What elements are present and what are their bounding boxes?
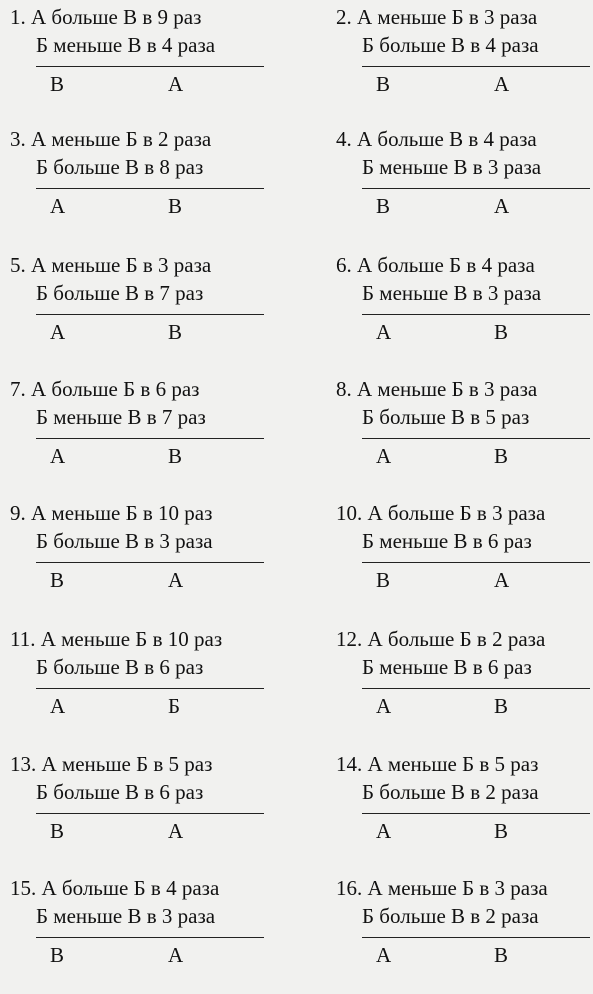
- answer-letter: В: [494, 694, 509, 718]
- task-statement: 2. А меньше Б в 3 раза: [336, 5, 538, 29]
- task-statement: Б больше В в 6 раз: [36, 655, 204, 679]
- task-statement: 6. А больше Б в 4 раза: [336, 253, 535, 277]
- answer-letter: А: [50, 194, 66, 218]
- divider-line: [36, 438, 264, 439]
- task-16: [336, 876, 593, 994]
- divider-line: [362, 937, 590, 938]
- answer-letter: В: [168, 444, 183, 468]
- task-statement: Б меньше В в 3 раза: [362, 155, 542, 179]
- task-statement: Б больше В в 2 раза: [362, 780, 539, 804]
- answer-letter: А: [494, 72, 510, 96]
- divider-line: [362, 314, 590, 315]
- task-4: [336, 127, 593, 245]
- divider-line: [362, 813, 590, 814]
- answer-letter: А: [168, 72, 184, 96]
- task-2: [336, 5, 593, 123]
- task-statement: 4. А больше В в 4 раза: [336, 127, 537, 151]
- task-statement: 7. А больше Б в 6 раз: [10, 377, 200, 401]
- task-statement: Б больше В в 8 раз: [36, 155, 204, 179]
- task-statement: Б меньше В в 7 раз: [36, 405, 206, 429]
- answer-letter: А: [50, 320, 66, 344]
- answer-letter: А: [376, 694, 392, 718]
- divider-line: [36, 66, 264, 67]
- answer-letter: А: [376, 819, 392, 843]
- divider-line: [36, 188, 264, 189]
- task-11: [10, 627, 275, 745]
- task-statement: 11. А меньше Б в 10 раз: [10, 627, 223, 651]
- task-statement: 8. А меньше Б в 3 раза: [336, 377, 538, 401]
- task-statement: Б больше В в 6 раз: [36, 780, 204, 804]
- divider-line: [36, 314, 264, 315]
- answer-letter: В: [376, 72, 391, 96]
- divider-line: [36, 562, 264, 563]
- task-statement: 15. А больше Б в 4 раза: [10, 876, 220, 900]
- answer-letter: В: [376, 194, 391, 218]
- divider-line: [36, 813, 264, 814]
- task-statement: 14. А меньше Б в 5 раз: [336, 752, 539, 776]
- answer-letter: А: [376, 320, 392, 344]
- divider-line: [362, 688, 590, 689]
- answer-letter: А: [494, 568, 510, 592]
- divider-line: [362, 438, 590, 439]
- task-3: [10, 127, 275, 245]
- answer-letter: В: [494, 320, 509, 344]
- task-statement: Б меньше В в 6 раз: [362, 655, 532, 679]
- answer-letter: В: [168, 194, 183, 218]
- answer-letter: Б: [168, 694, 181, 718]
- task-statement: 12. А больше Б в 2 раза: [336, 627, 546, 651]
- answer-letter: А: [494, 194, 510, 218]
- answer-letter: В: [376, 568, 391, 592]
- task-statement: Б меньше В в 6 раз: [362, 529, 532, 553]
- task-15: [10, 876, 275, 994]
- task-7: [10, 377, 275, 495]
- task-13: [10, 752, 275, 870]
- divider-line: [36, 937, 264, 938]
- answer-letter: А: [168, 568, 184, 592]
- divider-line: [362, 562, 590, 563]
- task-6: [336, 253, 593, 371]
- task-statement: 3. А меньше Б в 2 раза: [10, 127, 212, 151]
- answer-letter: А: [168, 943, 184, 967]
- answer-letter: А: [376, 943, 392, 967]
- task-statement: Б меньше В в 3 раза: [362, 281, 542, 305]
- answer-letter: В: [50, 568, 65, 592]
- task-statement: Б меньше В в 3 раза: [36, 904, 216, 928]
- answer-letter: А: [376, 444, 392, 468]
- divider-line: [362, 66, 590, 67]
- task-statement: Б больше В в 7 раз: [36, 281, 204, 305]
- answer-letter: В: [50, 72, 65, 96]
- task-statement: Б больше В в 5 раз: [362, 405, 530, 429]
- task-statement: 5. А меньше Б в 3 раза: [10, 253, 212, 277]
- answer-letter: В: [494, 819, 509, 843]
- answer-letter: В: [168, 320, 183, 344]
- task-statement: Б больше В в 3 раза: [36, 529, 213, 553]
- task-12: [336, 627, 593, 745]
- task-statement: 13. А меньше Б в 5 раз: [10, 752, 213, 776]
- task-statement: Б меньше В в 4 раза: [36, 33, 216, 57]
- task-9: [10, 501, 275, 619]
- answer-letter: В: [50, 943, 65, 967]
- answer-letter: В: [494, 444, 509, 468]
- task-statement: 10. А больше Б в 3 раза: [336, 501, 546, 525]
- task-5: [10, 253, 275, 371]
- answer-letter: В: [50, 819, 65, 843]
- task-statement: 9. А меньше Б в 10 раз: [10, 501, 213, 525]
- answer-letter: А: [168, 819, 184, 843]
- task-8: [336, 377, 593, 495]
- task-statement: 1. А больше В в 9 раз: [10, 5, 202, 29]
- task-1: [10, 5, 275, 123]
- task-statement: Б больше В в 2 раза: [362, 904, 539, 928]
- task-14: [336, 752, 593, 870]
- task-statement: Б больше В в 4 раза: [362, 33, 539, 57]
- divider-line: [36, 688, 264, 689]
- task-10: [336, 501, 593, 619]
- answer-letter: А: [50, 444, 66, 468]
- divider-line: [362, 188, 590, 189]
- answer-letter: В: [494, 943, 509, 967]
- task-statement: 16. А меньше Б в 3 раза: [336, 876, 548, 900]
- answer-letter: А: [50, 694, 66, 718]
